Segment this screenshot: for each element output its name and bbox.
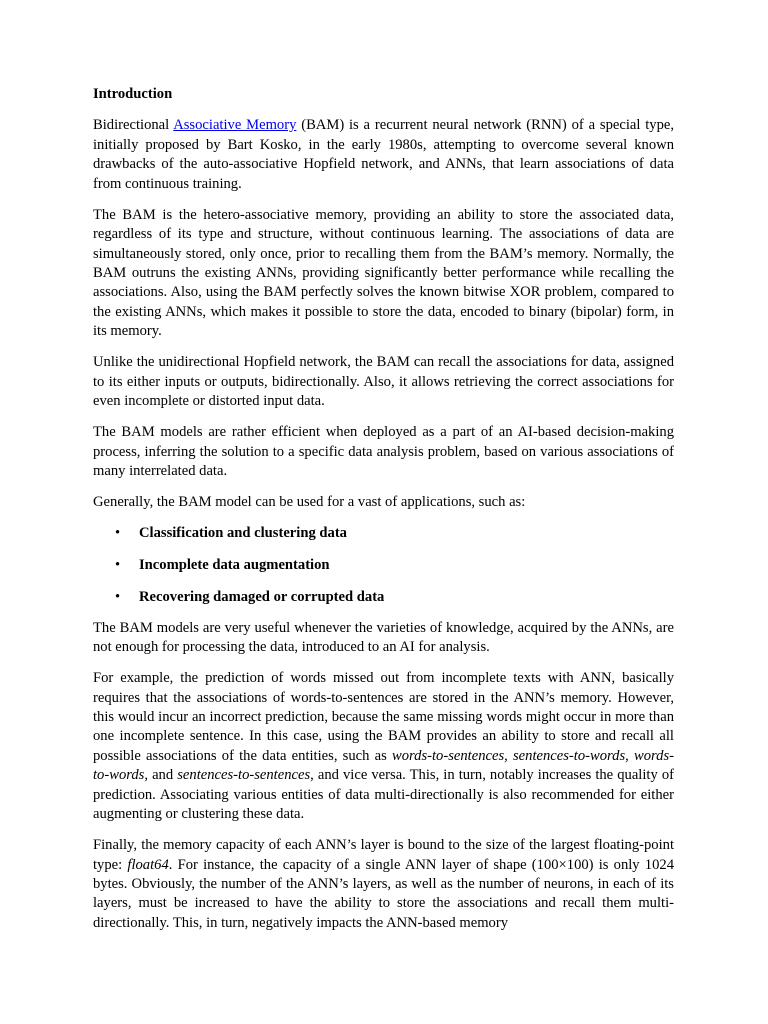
term-italic: words-to-sentences [392,747,505,764]
list-item [93,524,674,543]
list-item [93,556,674,575]
text-span: , and vice versa. This, in turn, notably increases the quality of prediction. Associating various entities of data multi-directionally is also recommended for either augmenting or clustering these data. [93,767,674,822]
applications-list [93,524,674,607]
list-item-label: Incomplete data augmentation [139,556,330,573]
term-italic: sentences-to-sentences [177,767,311,784]
paragraph-decision-making: The BAM models are rather efficient when deployed as a part of an AI-based decision-making process, inferring the solution to a specific data analysis problem, based on various associations of many interrelated data. [93,424,674,479]
associative-memory-link[interactable]: Associative Memory [173,117,297,134]
text-span: , [504,747,513,764]
text-span: Finally, the memory capacity of each ANN’s layer is bound to the size of the largest floating-point type: [93,837,674,873]
bullet-icon: • [115,556,121,573]
list-item-label: Classification and clustering data [139,525,347,542]
paragraph-example [93,669,674,824]
paragraph-applications-intro: Generally, the BAM model can be used for a vast of applications, such as: [93,494,526,511]
text-span: For example, the prediction of words missed out from incomplete texts with ANN, basically requires that the associations of words-to-sentences are stored in the ANN’s memory. However, this would incur an incorrect prediction, because the same missing words might occur in more than one incomplete sentence. In this case, using the BAM provides an ability to store and recall all possible associations of the data entities, such as [93,670,674,764]
paragraph-memory-capacity [93,836,674,933]
text-span: , and [144,767,178,784]
text-span: , [625,747,634,764]
paragraph-intro [93,116,674,194]
text-span: Bidirectional [93,117,174,134]
list-item-label: Recovering damaged or corrupted data [139,588,385,605]
term-italic: words-to-words [93,747,675,784]
text-span: (BAM) is a recurrent neural network (RNN) of a special type, initially proposed by Bart Kosko, in the early 1980s, attempting to overcome several known drawbacks of the auto-associative Hopfield network, and ANNs, that learn associations of data from continuous training. [93,117,674,192]
term-italic: sentences-to-words [513,747,626,764]
paragraph-hetero-associative: The BAM is the hetero-associative memory, providing an ability to store the associated data, regardless of its type and structure, without continuous learning. The associations of data are simultaneously stored, only once, prior to recalling them from the BAM’s memory. Normally, the BAM outruns the existing ANNs, providing significantly better performance while recalling the associations. Also, using the BAM perfectly solves the known bitwise XOR problem, compared to the existing ANNs, which makes it possible to store the data, encoded to binary (bipolar) form, in its memory. [93,206,674,340]
document-page [93,85,674,945]
text-span: . For instance, the capacity of a single ANN layer of shape (100×100) is only 1024 bytes. Obviously, the number of the ANN’s layers, as well as the number of neurons, in each of its layers, must be increased to have the ability to store the associations and recall them multi-directionally. This, in turn, negatively impacts the ANN-based memory [93,856,674,931]
bullet-icon: • [115,588,121,605]
section-heading: Introduction [93,86,173,102]
bullet-icon: • [115,525,121,542]
term-italic: float64 [127,856,169,873]
paragraph-bidirectional: Unlike the unidirectional Hopfield network, the BAM can recall the associations for data, assigned to its either inputs or outputs, bidirectionally. Also, it allows retrieving the correct associations for even incomplete or distorted input data. [93,354,674,410]
list-item [93,588,674,607]
paragraph-knowledge: The BAM models are very useful whenever the varieties of knowledge, acquired by the ANNs, are not enough for processing the data, introduced to an AI for analysis. [93,619,674,656]
